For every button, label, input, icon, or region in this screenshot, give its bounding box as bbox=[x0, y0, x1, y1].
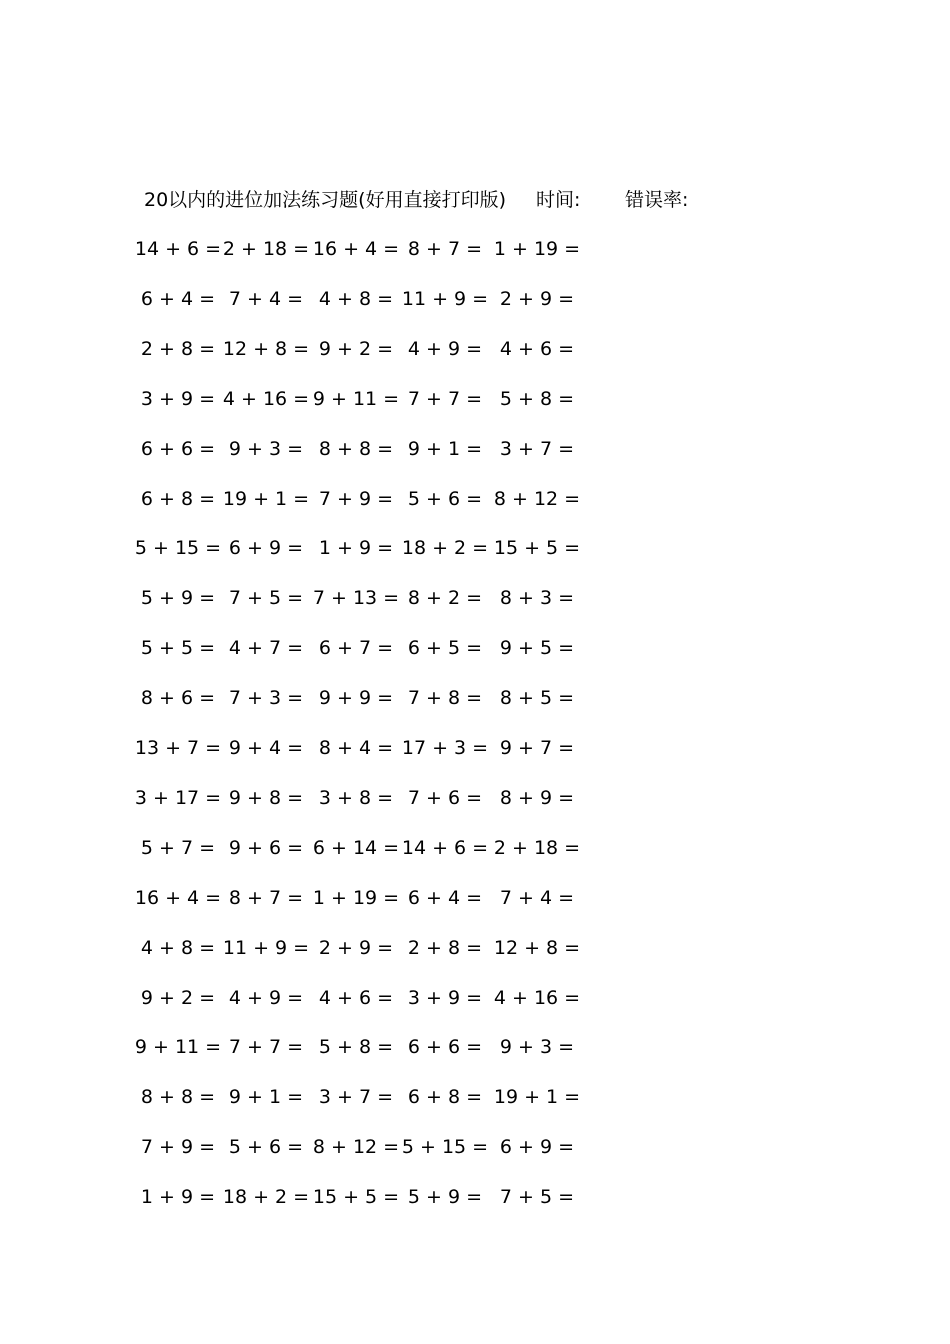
addition-problem: 6 + 4 = bbox=[140, 288, 216, 310]
problem-row bbox=[0, 984, 950, 1012]
addition-problem: 9 + 9 = bbox=[318, 687, 394, 709]
addition-problem: 6 + 8 = bbox=[140, 488, 216, 510]
addition-problem: 7 + 3 = bbox=[228, 687, 304, 709]
addition-problem: 18 + 2 = bbox=[401, 537, 489, 559]
addition-problem: 5 + 9 = bbox=[140, 587, 216, 609]
addition-problem: 4 + 6 = bbox=[499, 338, 575, 360]
addition-problem: 1 + 9 = bbox=[318, 537, 394, 559]
addition-problem: 5 + 6 = bbox=[228, 1136, 304, 1158]
addition-problem: 9 + 8 = bbox=[228, 787, 304, 809]
addition-problem: 5 + 5 = bbox=[140, 637, 216, 659]
addition-problem: 6 + 9 = bbox=[499, 1136, 575, 1158]
worksheet-title: 20以内的进位加法练习题(好用直接打印版) bbox=[144, 189, 507, 211]
addition-problem: 6 + 4 = bbox=[407, 887, 483, 909]
addition-problem: 14 + 6 = bbox=[134, 238, 222, 260]
problem-row bbox=[0, 1033, 950, 1061]
addition-problem: 8 + 9 = bbox=[499, 787, 575, 809]
addition-problem: 6 + 6 = bbox=[140, 438, 216, 460]
addition-problem: 8 + 7 = bbox=[407, 238, 483, 260]
addition-problem: 8 + 8 = bbox=[318, 438, 394, 460]
addition-problem: 12 + 8 = bbox=[493, 937, 581, 959]
addition-problem: 13 + 7 = bbox=[134, 737, 222, 759]
problem-row bbox=[0, 285, 950, 313]
addition-problem: 2 + 18 = bbox=[222, 238, 310, 260]
addition-problem: 16 + 4 = bbox=[312, 238, 400, 260]
addition-problem: 4 + 16 = bbox=[222, 388, 310, 410]
addition-problem: 8 + 4 = bbox=[318, 737, 394, 759]
error-rate-label: 错误率: bbox=[625, 189, 689, 211]
addition-problem: 4 + 8 = bbox=[318, 288, 394, 310]
addition-problem: 2 + 8 = bbox=[407, 937, 483, 959]
addition-problem: 4 + 6 = bbox=[318, 987, 394, 1009]
addition-problem: 7 + 8 = bbox=[407, 687, 483, 709]
addition-problem: 3 + 8 = bbox=[318, 787, 394, 809]
addition-problem: 5 + 6 = bbox=[407, 488, 483, 510]
addition-problem: 7 + 9 = bbox=[140, 1136, 216, 1158]
addition-problem: 8 + 6 = bbox=[140, 687, 216, 709]
addition-problem: 9 + 7 = bbox=[499, 737, 575, 759]
problem-row bbox=[0, 235, 950, 263]
addition-problem: 4 + 8 = bbox=[140, 937, 216, 959]
problem-row bbox=[0, 335, 950, 363]
addition-problem: 7 + 13 = bbox=[312, 587, 400, 609]
problem-row bbox=[0, 584, 950, 612]
addition-problem: 9 + 3 = bbox=[228, 438, 304, 460]
addition-problem: 18 + 2 = bbox=[222, 1186, 310, 1208]
addition-problem: 2 + 18 = bbox=[493, 837, 581, 859]
addition-problem: 9 + 1 = bbox=[228, 1086, 304, 1108]
addition-problem: 7 + 5 = bbox=[499, 1186, 575, 1208]
addition-problem: 9 + 11 = bbox=[134, 1036, 222, 1058]
addition-problem: 14 + 6 = bbox=[401, 837, 489, 859]
addition-problem: 4 + 9 = bbox=[228, 987, 304, 1009]
addition-problem: 4 + 7 = bbox=[228, 637, 304, 659]
addition-problem: 8 + 8 = bbox=[140, 1086, 216, 1108]
addition-problem: 3 + 7 = bbox=[499, 438, 575, 460]
addition-problem: 9 + 6 = bbox=[228, 837, 304, 859]
addition-problem: 6 + 7 = bbox=[318, 637, 394, 659]
addition-problem: 5 + 15 = bbox=[134, 537, 222, 559]
addition-problem: 5 + 8 = bbox=[318, 1036, 394, 1058]
problem-row bbox=[0, 784, 950, 812]
addition-problem: 8 + 12 = bbox=[312, 1136, 400, 1158]
addition-problem: 5 + 8 = bbox=[499, 388, 575, 410]
addition-problem: 3 + 9 = bbox=[407, 987, 483, 1009]
addition-problem: 7 + 5 = bbox=[228, 587, 304, 609]
addition-problem: 19 + 1 = bbox=[493, 1086, 581, 1108]
addition-problem: 8 + 7 = bbox=[228, 887, 304, 909]
addition-problem: 7 + 4 = bbox=[499, 887, 575, 909]
addition-problem: 9 + 3 = bbox=[499, 1036, 575, 1058]
addition-problem: 5 + 15 = bbox=[401, 1136, 489, 1158]
addition-problem: 11 + 9 = bbox=[401, 288, 489, 310]
addition-problem: 6 + 14 = bbox=[312, 837, 400, 859]
problem-row bbox=[0, 534, 950, 562]
problem-row bbox=[0, 684, 950, 712]
addition-problem: 15 + 5 = bbox=[493, 537, 581, 559]
addition-problem: 16 + 4 = bbox=[134, 887, 222, 909]
addition-problem: 6 + 8 = bbox=[407, 1086, 483, 1108]
addition-problem: 6 + 6 = bbox=[407, 1036, 483, 1058]
addition-problem: 1 + 19 = bbox=[493, 238, 581, 260]
addition-problem: 7 + 4 = bbox=[228, 288, 304, 310]
addition-problem: 3 + 7 = bbox=[318, 1086, 394, 1108]
addition-problem: 8 + 5 = bbox=[499, 687, 575, 709]
addition-problem: 4 + 16 = bbox=[493, 987, 581, 1009]
addition-problem: 5 + 9 = bbox=[407, 1186, 483, 1208]
addition-problem: 19 + 1 = bbox=[222, 488, 310, 510]
time-label: 时间: bbox=[536, 189, 581, 211]
problem-row bbox=[0, 734, 950, 762]
addition-problem: 9 + 5 = bbox=[499, 637, 575, 659]
addition-problem: 9 + 2 = bbox=[140, 987, 216, 1009]
addition-problem: 15 + 5 = bbox=[312, 1186, 400, 1208]
addition-problem: 9 + 2 = bbox=[318, 338, 394, 360]
addition-problem: 7 + 7 = bbox=[228, 1036, 304, 1058]
addition-problem: 1 + 9 = bbox=[140, 1186, 216, 1208]
addition-problem: 11 + 9 = bbox=[222, 937, 310, 959]
problem-row bbox=[0, 485, 950, 513]
addition-problem: 8 + 2 = bbox=[407, 587, 483, 609]
addition-problem: 12 + 8 = bbox=[222, 338, 310, 360]
problem-row bbox=[0, 934, 950, 962]
addition-problem: 7 + 7 = bbox=[407, 388, 483, 410]
problem-row bbox=[0, 435, 950, 463]
addition-problem: 6 + 5 = bbox=[407, 637, 483, 659]
problem-row bbox=[0, 385, 950, 413]
addition-problem: 9 + 11 = bbox=[312, 388, 400, 410]
addition-problem: 9 + 4 = bbox=[228, 737, 304, 759]
addition-problem: 8 + 3 = bbox=[499, 587, 575, 609]
addition-problem: 9 + 1 = bbox=[407, 438, 483, 460]
addition-problem: 17 + 3 = bbox=[401, 737, 489, 759]
addition-problem: 3 + 17 = bbox=[134, 787, 222, 809]
problem-row bbox=[0, 1133, 950, 1161]
addition-problem: 2 + 9 = bbox=[499, 288, 575, 310]
problem-row bbox=[0, 1183, 950, 1211]
addition-problem: 1 + 19 = bbox=[312, 887, 400, 909]
addition-problem: 3 + 9 = bbox=[140, 388, 216, 410]
addition-problem: 8 + 12 = bbox=[493, 488, 581, 510]
addition-problem: 7 + 6 = bbox=[407, 787, 483, 809]
problem-row bbox=[0, 834, 950, 862]
addition-problem: 2 + 9 = bbox=[318, 937, 394, 959]
addition-problem: 5 + 7 = bbox=[140, 837, 216, 859]
addition-problem: 7 + 9 = bbox=[318, 488, 394, 510]
problem-row bbox=[0, 1083, 950, 1111]
problem-row bbox=[0, 884, 950, 912]
addition-problem: 2 + 8 = bbox=[140, 338, 216, 360]
addition-problem: 6 + 9 = bbox=[228, 537, 304, 559]
addition-problem: 4 + 9 = bbox=[407, 338, 483, 360]
problem-row bbox=[0, 634, 950, 662]
